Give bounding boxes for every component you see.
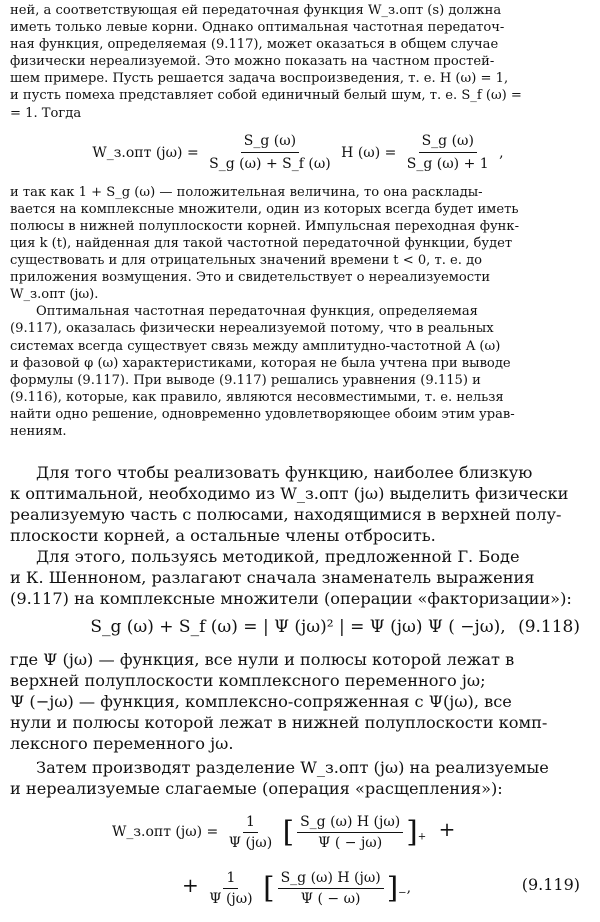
eq3-fraction-a-den: Ψ ( − jω) — [318, 834, 383, 851]
text-line: лексного переменного jω. — [10, 734, 234, 754]
eq3-coef-2-num: 1 — [223, 869, 238, 889]
text-line: полюсы в нижней полуплоскости корней. Импульсная переходная функ- — [10, 218, 519, 234]
paragraph-unrealizable — [10, 303, 586, 440]
text-line: и нереализуемые слагаемые (операция «расщепления»): — [10, 779, 503, 799]
text-line: ная функция, определяемая (9.117), может оказаться в общем случае — [10, 37, 499, 53]
equation-9-118 — [10, 609, 586, 645]
paragraph-splitting — [10, 757, 586, 799]
text-line: где Ψ (jω) — функция, все нули и полюсы которой лежат в — [10, 650, 515, 670]
equation-number: (9.119) — [521, 875, 580, 895]
eq3-subscript-plus: + — [417, 831, 427, 843]
equation-ideal-transfer — [10, 124, 586, 182]
eq3-fraction-a-num: S_g (ω) H (jω) — [297, 813, 403, 833]
eq3-line-1 — [10, 801, 586, 857]
eq3-subscript-minus: − — [398, 887, 407, 899]
eq1-fraction-1 — [206, 131, 334, 174]
text-line: верхней полуплоскости комплексного переменного jω; — [10, 671, 486, 691]
eq3-coef-2 — [206, 869, 255, 908]
text-line: ней, а соответствующая ей передаточная функция W_з.опт (s) должна — [10, 3, 502, 18]
text-line: W_з.опт (jω). — [10, 287, 99, 303]
text-line: Для того чтобы реализовать функцию, наиболее близкую — [36, 463, 533, 483]
eq1-lhs: W_з.опт (jω) = — [92, 144, 199, 161]
eq3-coef-1-num: 1 — [243, 813, 258, 833]
text-line: системах всегда существует связь между амплитудно-частотной A (ω) — [10, 338, 501, 354]
text-line: реализуемую часть с полюсами, находящимися в верхней полу- — [10, 505, 562, 525]
eq1-fraction-2-den: S_g (ω) + 1 — [406, 156, 489, 173]
eq3-coef-2-den: Ψ (jω) — [209, 890, 253, 907]
eq3-bracket-open-2: [ — [263, 870, 275, 905]
paragraph-explanation — [10, 184, 586, 304]
text-line: плоскости корней, а остальные члены отбросить. — [10, 526, 436, 546]
text-line: ция k (t), найденная для такой частотной передаточной функции, будет — [10, 235, 513, 251]
eq3-fraction-a — [297, 813, 403, 852]
eq3-coef-1 — [226, 813, 275, 852]
text-line: = 1. Тогда — [10, 105, 82, 121]
text-line: Затем производят разделение W_з.опт (jω) на реализуемые — [36, 758, 549, 778]
text-line: найти одно решение, одновременно удовлетворяющее обоим этим урав- — [10, 406, 515, 422]
paragraph-realize — [10, 462, 586, 546]
eq3-fraction-b-den: Ψ ( − ω) — [300, 890, 361, 907]
text-line: формулы (9.117). При выводе (9.117) решались уравнения (9.115) и — [10, 372, 481, 388]
eq3-plus: + — [438, 817, 456, 842]
text-line: и пусть помеха представляет собой единичный белый шум, т. е. S_f (ω) = — [10, 88, 522, 104]
eq3-lhs: W_з.опт (jω) = — [112, 824, 219, 841]
eq3-bracket-open: [ — [282, 814, 295, 849]
text-line: Ψ (−jω) — функция, комплексно-сопряженная с Ψ(jω), все — [10, 692, 512, 712]
text-line: иметь только левые корни. Однако оптимальная частотная передаточ- — [10, 20, 505, 36]
equation-number: (9.118) — [518, 617, 580, 638]
eq3-bracket-close: ] — [406, 814, 418, 849]
eq1-fraction-2 — [404, 131, 492, 174]
eq1-fraction-2-num: S_g (ω) — [419, 131, 477, 153]
text-line: вается на комплексные множители, один из которых всегда будет иметь — [10, 201, 519, 217]
text-line: (9.116), которые, как правило, являются несовместимыми, т. е. нельзя — [10, 389, 504, 405]
eq2-expression: S_g (ω) + S_f (ω) = | Ψ (jω)² | = Ψ (jω) Ψ ( −jω), — [90, 617, 506, 638]
text-line: нули и полюсы которой лежат в нижней полуплоскости комп- — [10, 713, 548, 733]
eq3-fraction-b — [278, 869, 384, 908]
text-line: нениям. — [10, 423, 67, 439]
text-line: Оптимальная частотная передаточная функция, определяемая — [36, 304, 478, 320]
eq1-fraction-1-den: S_g (ω) + S_f (ω) — [209, 156, 331, 173]
eq1-fraction-1-num: S_g (ω) — [241, 131, 299, 153]
eq3-plus-2: + — [182, 873, 199, 898]
eq3-bracket-close-2: ] — [386, 870, 399, 905]
eq3-coef-1-den: Ψ (jω) — [228, 834, 273, 851]
text-line: шем примере. Пусть решается задача воспроизведения, т. е. H (ω) = 1, — [10, 71, 509, 87]
eq1-mid: H (ω) = — [341, 144, 397, 161]
equation-9-119 — [10, 801, 586, 913]
text-line: физически нереализуемой. Это можно показать на частном простей- — [10, 54, 495, 70]
text-line: (9.117) на комплексные множители (операции «факторизации»): — [10, 589, 572, 609]
text-line: существовать и для отрицательных значений времени t < 0, т. е. до — [10, 253, 483, 269]
text-line: и фазовой φ (ω) характеристиками, которая не была учтена при выводе — [10, 355, 511, 371]
paragraph-psi-definition — [10, 649, 586, 754]
eq3-tail: , — [406, 880, 412, 897]
text-line: приложения возмущения. Это и свидетельствует о нереализуемости — [10, 270, 491, 286]
eq1-tail: , — [499, 144, 504, 161]
text-line: (9.117), оказалась физически нереализуемой потому, что в реальных — [10, 321, 494, 337]
text-line: к оптимальной, необходимо из W_з.опт (jω) выделить физически — [10, 484, 569, 504]
paragraph-intro — [10, 2, 586, 122]
text-line: Для этого, пользуясь методикой, предложенной Г. Боде — [36, 547, 520, 567]
text-line: и К. Шенноном, разлагают сначала знаменатель выражения — [10, 568, 535, 588]
eq3-fraction-b-num: S_g (ω) H (jω) — [278, 869, 384, 889]
paragraph-factorization — [10, 546, 586, 609]
text-line: и так как 1 + S_g (ω) — положительная величина, то она расклады- — [10, 184, 483, 200]
